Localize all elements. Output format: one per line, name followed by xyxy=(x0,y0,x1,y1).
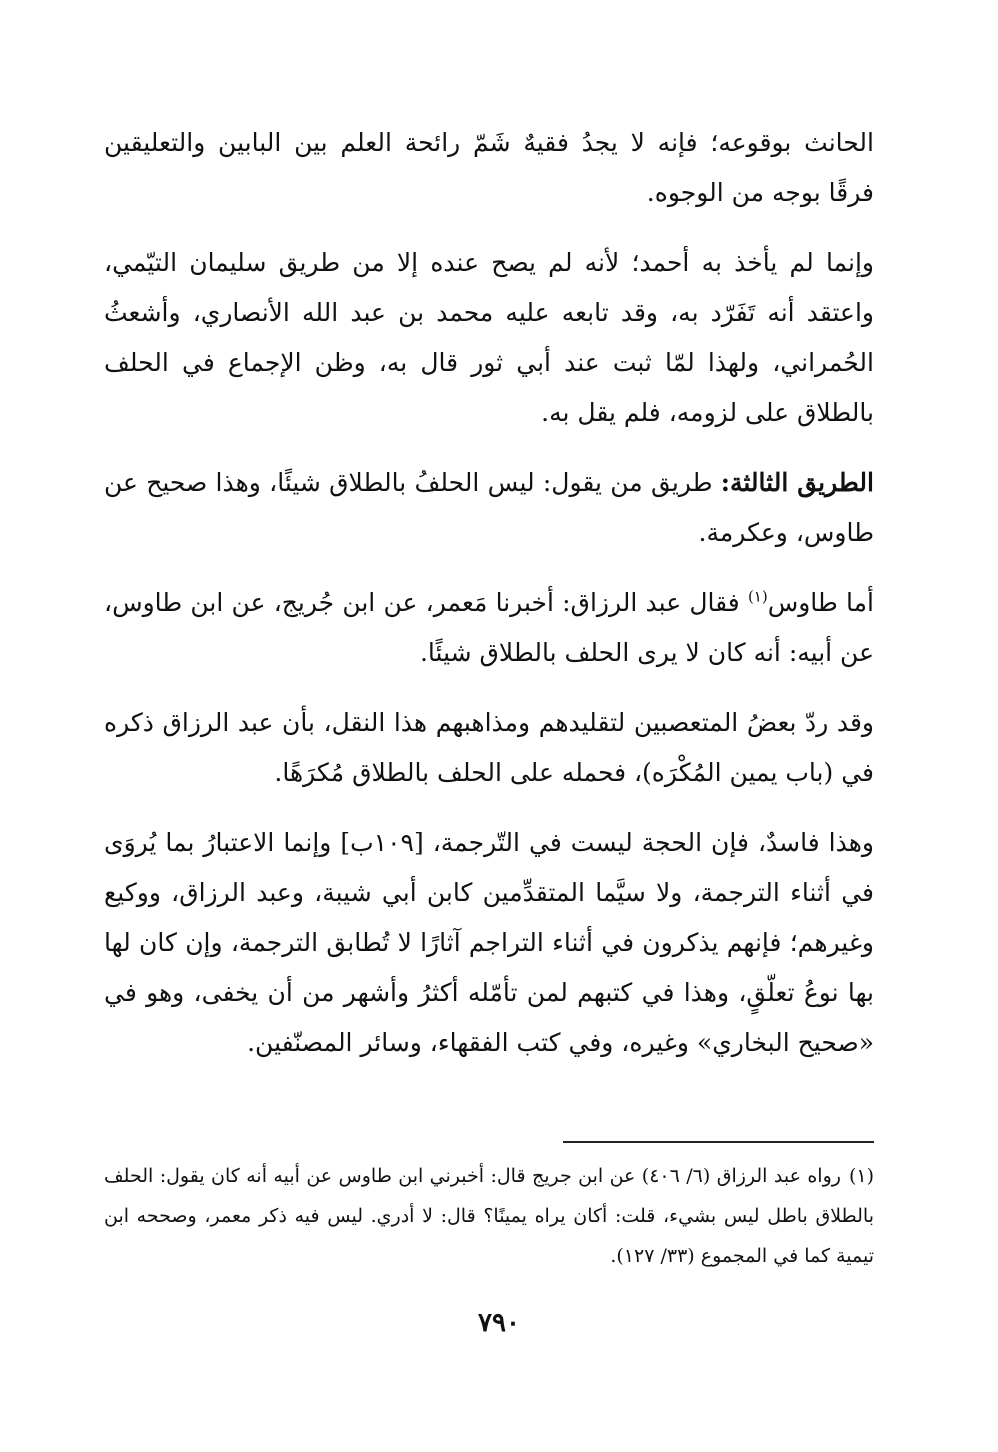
paragraph-3-text: طريق من يقول: ليس الحلفُ بالطلاق شيئًا، وهذا صحيح عن طاوس، وعكرمة. xyxy=(104,468,874,547)
footnote-1-number: (١) xyxy=(848,1165,874,1187)
footnote-1 xyxy=(104,1156,874,1276)
paragraph-4 xyxy=(104,578,874,678)
paragraph-6-text: وهذا فاسدٌ، فإن الحجة ليست في التّرجمة، [١٠٩ب] وإنما الاعتبارُ بما يُروَى في أثناء الترجمة، ولا سيَّما المتقدِّمين كابن أبي شيبة، وعبد الرزاق، ووكيع وغيرهم؛ فإنهم يذكرون في أثناء التراجم آثارًا لا تُطابق الترجمة، وإن كان لها بها نوعُ تعلّقٍ، وهذا في كتبهم لمن تأمّله أكثرُ وأشهر من أن يخفى، وهو في «صحيح البخاري» وغيره، وفي كتب الفقهاء، وسائر المصنّفين. xyxy=(104,828,874,1057)
paragraph-2-text: وإنما لم يأخذ به أحمد؛ لأنه لم يصح عنده إلا من طريق سليمان التيّمي، واعتقد أنه تَفَرّد به، وقد تابعه عليه محمد بن عبد الله الأنصاري، وأشعثُ الحُمراني، ولهذا لمّا ثبت عند أبي ثور قال به، وظن الإجماع في الحلف بالطلاق على لزومه، فلم يقل به. xyxy=(104,248,874,427)
paragraph-1-text: الحانث بوقوعه؛ فإنه لا يجدُ فقيهٌ شَمّ رائحة العلم بين البابين والتعليقين فرقًا بوجه من الوجوه. xyxy=(104,128,874,207)
paragraph-6 xyxy=(104,818,874,1068)
footnote-1-text: رواه عبد الرزاق (٦/ ٤٠٦) عن ابن جريج قال: أخبرني ابن طاوس عن أبيه أنه كان يقول: الحلف بالطلاق باطل ليس بشيء، قلت: أكان يراه يمينًا؟ قال: لا أدري. ليس فيه ذكر معمر، وصححه ابن تيمية كما في المجموع (٣٣/ ١٢٧). xyxy=(104,1165,874,1267)
main-text xyxy=(104,118,874,1088)
paragraph-4-prefix: أما طاوس xyxy=(767,588,874,617)
page-number: ٧٩٠ xyxy=(478,1308,520,1338)
paragraph-3 xyxy=(104,458,874,558)
paragraph-5 xyxy=(104,698,874,798)
paragraph-2 xyxy=(104,238,874,438)
footnote-reference: (١) xyxy=(747,587,768,606)
paragraph-1 xyxy=(104,118,874,218)
footnote-divider xyxy=(563,1141,874,1143)
paragraph-3-heading: الطريق الثالثة: xyxy=(720,468,874,497)
paragraph-5-text: وقد ردّ بعضُ المتعصبين لتقليدهم ومذاهبهم هذا النقل، بأن عبد الرزاق ذكره في (باب يمين المُكْرَه)، فحمله على الحلف بالطلاق مُكرَهًا. xyxy=(104,708,874,787)
footnotes-section xyxy=(104,1156,874,1276)
paragraph-4-text: فقال عبد الرزاق: أخبرنا مَعمر، عن ابن جُريج، عن ابن طاوس، عن أبيه: أنه كان لا يرى الحلف بالطلاق شيئًا. xyxy=(104,588,874,667)
